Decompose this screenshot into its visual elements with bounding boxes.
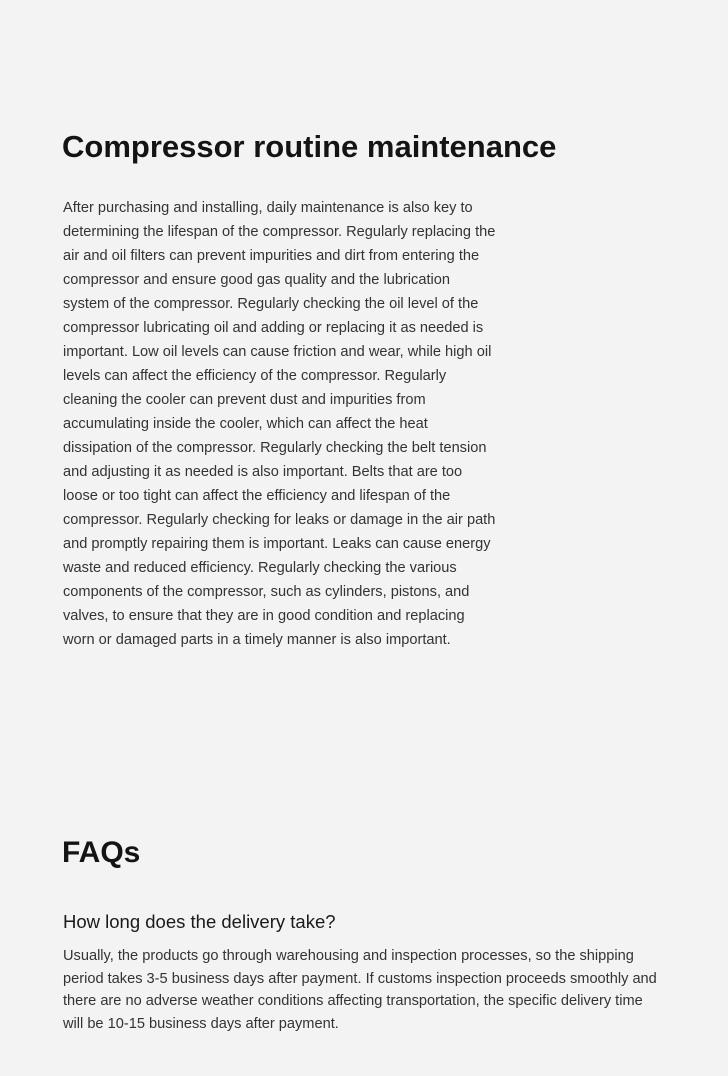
maintenance-title: Compressor routine maintenance: [62, 129, 557, 164]
faqs-section: [62, 834, 662, 1035]
faqs-title: FAQs: [62, 836, 141, 869]
faq-item: [63, 909, 662, 1035]
maintenance-section: [62, 128, 557, 652]
maintenance-body-text: After purchasing and installing, daily maintenance is also key to determining the lifespan of the compressor. Regularly replacing the air and oil filters can prevent impurities and dirt from entering the compressor and ensure good gas quality and the lubrication system of the compressor. Regularly checking the oil level of the compressor lubricating oil and adding or replacing it as needed is important. Low oil levels can cause friction and wear, while high oil levels can affect the efficiency of the compressor. Regularly cleaning the cooler can prevent dust and impurities from accumulating inside the cooler, which can affect the heat dissipation of the compressor. Regularly checking the belt tension and adjusting it as needed is also important. Belts that are too loose or too tight can affect the efficiency and lifespan of the compressor. Regularly checking for leaks or damage in the air path and promptly repairing them is important. Leaks can cause energy waste and reduced efficiency. Regularly checking the various components of the compressor, such as cylinders, pistons, and valves, to ensure that they are in good condition and replacing worn or damaged parts in a timely manner is also important.: [63, 200, 496, 648]
faq-question: How long does the delivery take?: [63, 911, 336, 932]
faq-answer: Usually, the products go through warehousing and inspection processes, so the shipping period takes 3-5 business days after payment. If customs inspection proceeds smoothly and there are no adverse weather conditions affecting transportation, the specific delivery time will be 10-15 business days after payment.: [63, 948, 657, 1032]
